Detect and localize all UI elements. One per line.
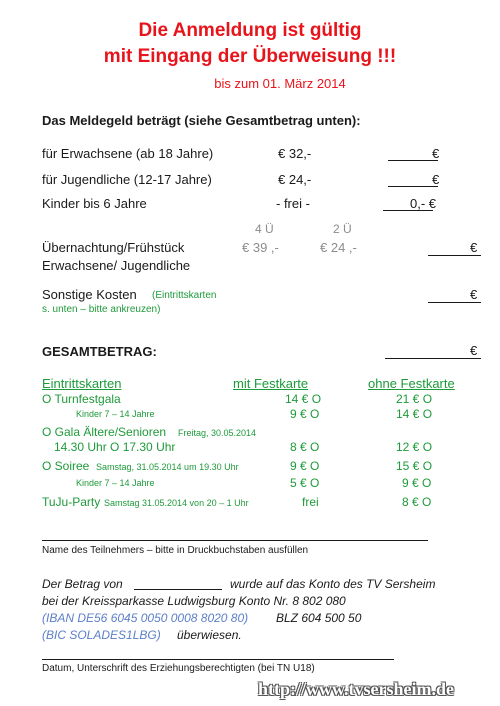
- payment-bic: (BIC SOLADES1LBG): [42, 628, 161, 642]
- tuju-date: Samstag 31.05.2014 von 20 – 1 Uhr: [104, 498, 249, 508]
- turnfestgala-kids-with[interactable]: 9 € O: [290, 407, 320, 421]
- overnight-col-4: 4 Ü: [255, 222, 274, 236]
- payment-amount-line[interactable]: [134, 589, 222, 590]
- overnight-label-1: Übernachtung/Frühstück: [42, 240, 185, 255]
- tickets-header: Eintrittskarten: [42, 376, 122, 391]
- gala-aeltere-label[interactable]: O Gala Ältere/Senioren: [42, 425, 167, 439]
- payment-line-1b: wurde auf das Konto des TV Sersheim: [230, 577, 436, 591]
- other-costs-amount-line[interactable]: [428, 302, 481, 303]
- turnfestgala-without[interactable]: 21 € O: [396, 392, 433, 406]
- payment-end: überwiesen.: [177, 628, 242, 642]
- signature-caption: Datum, Unterschrift des Erziehungsberechtigten (bei TN U18): [42, 663, 315, 674]
- kids-price: - frei -: [276, 196, 310, 211]
- kids-total: 0,- €: [410, 196, 437, 211]
- payment-line-1a: Der Betrag von: [42, 577, 123, 591]
- soiree-label[interactable]: O Soiree: [42, 459, 90, 473]
- overnight-price-2: € 24 ,-: [320, 240, 357, 255]
- soiree-kids-without[interactable]: 9 € O: [402, 476, 432, 490]
- turnfestgala-with[interactable]: 14 € O: [285, 392, 322, 406]
- payment-blz: BLZ 604 500 50: [276, 611, 362, 625]
- website-url: http://www.tvsersheim.de: [258, 679, 454, 699]
- turnfestgala-label[interactable]: O Turnfestgala: [42, 392, 121, 406]
- payment-iban: (IBAN DE56 6045 0050 0008 8020 80): [42, 611, 249, 625]
- youth-price: € 24,-: [278, 172, 312, 187]
- title-line-1: Die Anmeldung ist gültig: [138, 20, 362, 41]
- youth-total-currency: €: [432, 172, 440, 187]
- fees-heading: Das Meldegeld beträgt (siehe Gesamtbetrag unten):: [42, 113, 361, 128]
- tuju-label[interactable]: TuJu-Party: [42, 495, 101, 509]
- other-costs-label: Sonstige Kosten: [42, 287, 137, 302]
- tuju-with: frei: [302, 495, 319, 509]
- total-amount-line[interactable]: [385, 358, 481, 359]
- tickets-header-with: mit Festkarte: [233, 376, 309, 391]
- soiree-with[interactable]: 9 € O: [290, 459, 320, 473]
- overnight-amount-line[interactable]: [428, 255, 481, 256]
- overnight-total-currency: €: [470, 240, 478, 255]
- total-currency: €: [470, 343, 478, 358]
- gala-times[interactable]: 14.30 Uhr O 17.30 Uhr: [54, 440, 176, 454]
- gala-aeltere-date: Freitag, 30.05.2014: [178, 428, 257, 438]
- kids-label: Kinder bis 6 Jahre: [42, 196, 147, 211]
- tickets-header-without: ohne Festkarte: [368, 376, 455, 391]
- signature-line[interactable]: [42, 659, 394, 660]
- gala-without[interactable]: 12 € O: [396, 440, 433, 454]
- adults-total-currency: €: [432, 146, 440, 161]
- deadline: bis zum 01. März 2014: [214, 76, 346, 91]
- soiree-without[interactable]: 15 € O: [396, 459, 433, 473]
- soiree-kids-label: Kinder 7 – 14 Jahre: [76, 478, 155, 488]
- youth-label: für Jugendliche (12-17 Jahre): [42, 172, 212, 187]
- overnight-price-4: € 39 ,-: [242, 240, 279, 255]
- adults-label: für Erwachsene (ab 18 Jahre): [42, 146, 214, 161]
- soiree-kids-with[interactable]: 5 € O: [290, 476, 320, 490]
- participant-name-line[interactable]: [42, 540, 428, 541]
- gala-with[interactable]: 8 € O: [290, 440, 320, 454]
- total-label: GESAMTBETRAG:: [42, 344, 157, 359]
- title-line-2: mit Eingang der Überweisung !!!: [103, 46, 397, 67]
- overnight-label-2: Erwachsene/ Jugendliche: [42, 258, 191, 273]
- other-costs-total-currency: €: [470, 287, 478, 302]
- participant-name-caption: Name des Teilnehmers – bitte in Druckbuchstaben ausfüllen: [42, 545, 309, 556]
- overnight-col-2: 2 Ü: [333, 222, 352, 236]
- payment-line-2: bei der Kreissparkasse Ludwigsburg Konto Nr. 8 802 080: [42, 594, 346, 608]
- soiree-date: Samstag, 31.05.2014 um 19.30 Uhr: [96, 462, 239, 472]
- adults-price: € 32,-: [278, 146, 312, 161]
- other-costs-note-2: s. unten – bitte ankreuzen): [42, 304, 161, 315]
- youth-amount-line[interactable]: [388, 186, 438, 187]
- tuju-without[interactable]: 8 € O: [402, 495, 432, 509]
- adults-amount-line[interactable]: [388, 160, 438, 161]
- turnfestgala-kids-label: Kinder 7 – 14 Jahre: [76, 409, 155, 419]
- other-costs-note-1: (Eintrittskarten: [152, 290, 217, 301]
- turnfestgala-kids-without[interactable]: 14 € O: [396, 407, 433, 421]
